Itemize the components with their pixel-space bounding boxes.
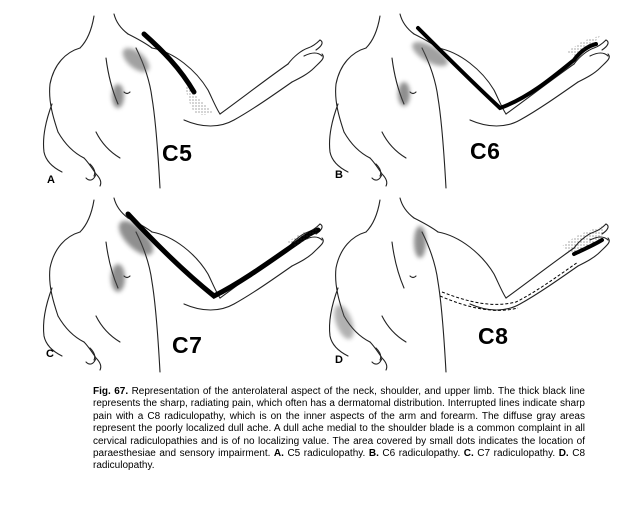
caption-d-letter: D. <box>558 448 569 460</box>
root-label: C7 <box>172 332 203 358</box>
caption-a-letter: A. <box>273 448 284 460</box>
c8-paraesthesia-area <box>562 226 604 253</box>
c8-dull-ache-areas <box>330 226 426 342</box>
panel-letter: C <box>46 348 54 360</box>
panel-letter: B <box>335 169 343 181</box>
panel-c6 <box>322 12 622 194</box>
c5-sharp-pain-line <box>144 34 194 92</box>
panel-letter: A <box>47 174 55 186</box>
root-label: C5 <box>162 140 193 166</box>
caption-c-letter: C. <box>463 448 474 460</box>
caption-c-text: C7 radiculopathy. <box>473 448 559 460</box>
panel-c8 <box>322 196 622 378</box>
panel-c5 <box>36 12 336 194</box>
c6-illustration <box>322 12 622 194</box>
panel-c7 <box>36 196 336 378</box>
caption-b-letter: B. <box>368 448 379 460</box>
c6-dull-ache-areas <box>398 37 451 106</box>
figure-label: Fig. 67. <box>93 386 129 397</box>
caption-a-text: C5 radiculopathy. <box>283 448 369 460</box>
caption-d-text: C8 radiculopathy. <box>93 448 586 472</box>
caption-text: Representation of the anterolateral aspect of the neck, shoulder, and upper limb. The thick black line represents the sharp, radiating pain, which often has a dermatomal distribution. Interrupted lines indicate sharp pain with a C8 radiculopathy, which is on the inner aspects of the arm and forearm. The diffuse gray areas represent the poorly localized dull ache. A dull ache medial to the shoulder blade is a common complaint in all cervical radiculopathies and is of no localizing value. The area covered by small dots indicates the location of paraesthesiae and sensory impairment. <box>93 386 585 460</box>
panel-letter: D <box>335 354 343 366</box>
figure-caption <box>93 386 585 473</box>
root-label: C8 <box>478 323 509 349</box>
c8-illustration <box>322 196 622 378</box>
caption-b-text: C6 radiculopathy. <box>378 448 464 460</box>
c7-sharp-pain-line <box>128 214 318 296</box>
c8-interrupted-pain-line <box>442 262 578 304</box>
root-label: C6 <box>470 138 501 164</box>
